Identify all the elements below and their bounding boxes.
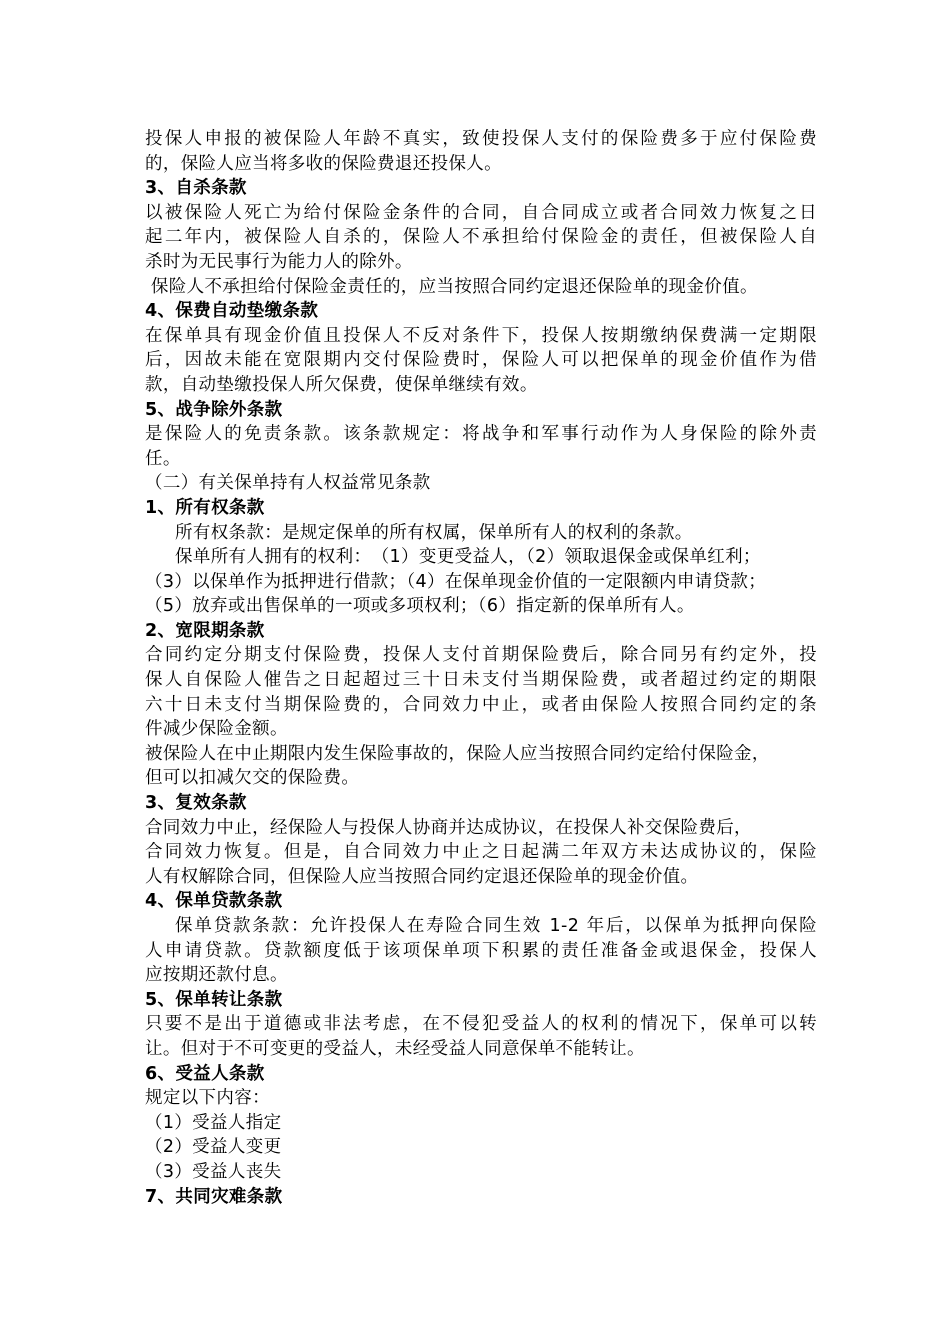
body-text-line: 起二年内，被保险人自杀的，保险人不承担给付保险金的责任，但被保险人自 xyxy=(145,227,817,248)
body-text-line: 保人自保险人催告之日起超过三十日未支付当期保险费，或者超过约定的期限 xyxy=(145,670,817,691)
body-text-line: 六十日未支付当期保险费的，合同效力中止，或者由保险人按照合同约定的条 xyxy=(145,694,817,715)
body-text-line: 只要不是出于道德或非法考虑，在不侵犯受益人的权利的情况下，保单可以转 xyxy=(145,1014,817,1035)
section-heading: 4、保费自动垫缴条款 xyxy=(145,301,319,322)
section-heading: 6、受益人条款 xyxy=(145,1063,265,1084)
list-item: （3）受益人丧失 xyxy=(145,1161,282,1182)
list-item: （2）受益人变更 xyxy=(145,1137,282,1158)
body-text-line: （5）放弃或出售保单的一项或多项权利；（6）指定新的保单所有人。 xyxy=(145,596,695,617)
section-heading: 3、复效条款 xyxy=(145,793,247,814)
body-text-line: 所有权条款：是规定保单的所有权属，保单所有人的权利的条款。 xyxy=(175,522,693,543)
section-heading: 5、保单转让条款 xyxy=(145,989,283,1010)
body-text-line: 后，因故未能在宽限期内交付保险费时，保险人可以把保单的现金价值作为借 xyxy=(145,350,817,371)
body-text-line: 合同约定分期支付保险费，投保人支付首期保险费后，除合同另有约定外，投 xyxy=(145,645,817,666)
body-text-line: 款，自动垫缴投保人所欠保费，使保单继续有效。 xyxy=(145,374,538,395)
body-text-line: 在保单具有现金价值且投保人不反对条件下，投保人按期缴纳保费满一定期限 xyxy=(145,325,817,346)
body-text-line: （3）以保单作为抵押进行借款；（4）在保单现金价值的一定限额内申请贷款； xyxy=(145,571,767,592)
body-text-line: 应按期还款付息。 xyxy=(145,965,288,986)
body-text-line: 合同效力恢复。但是，自合同效力中止之日起满二年双方未达成协议的，保险 xyxy=(145,842,817,863)
section-heading: 1、所有权条款 xyxy=(145,497,265,518)
body-text-line: 杀时为无民事行为能力人的除外。 xyxy=(145,251,413,272)
document-page xyxy=(145,127,817,1209)
body-text-line: 被保险人在中止期限内发生保险事故的，保险人应当按照合同约定给付保险金， xyxy=(145,743,770,764)
body-text-line: 保单所有人拥有的权利： （1）变更受益人，（2）领取退保金或保单红利； xyxy=(175,547,761,568)
section-heading: 3、自杀条款 xyxy=(145,178,247,199)
section-heading: 7、共同灾难条款 xyxy=(145,1186,283,1207)
section-heading: 5、战争除外条款 xyxy=(145,399,283,420)
section-heading: 2、宽限期条款 xyxy=(145,620,265,641)
body-text-line: 让。但对于不可变更的受益人，未经受益人同意保单不能转让。 xyxy=(145,1038,645,1059)
body-text-line: 保单贷款条款：允许投保人在寿险合同生效 1-2 年后，以保单为抵押向保险 xyxy=(175,916,817,936)
body-text-line: 保险人不承担给付保险金责任的，应当按照合同约定退还保险单的现金价值。 xyxy=(145,276,758,297)
body-text-line: 合同效力中止，经保险人与投保人协商并达成协议，在投保人补交保险费后， xyxy=(145,817,752,838)
subsection-heading: （二）有关保单持有人权益常见条款 xyxy=(145,473,431,494)
body-text-line: 投保人申报的被保险人年龄不真实，致使投保人支付的保险费多于应付保险费 xyxy=(145,129,817,149)
body-text-line: 任。 xyxy=(145,448,181,469)
list-item: （1）受益人指定 xyxy=(145,1112,282,1133)
body-text-line: 以被保险人死亡为给付保险金条件的合同，自合同成立或者合同效力恢复之日 xyxy=(145,202,817,223)
body-text-line: 的，保险人应当将多收的保险费退还投保人。 xyxy=(145,153,502,174)
body-text-line: 规定以下内容： xyxy=(145,1088,270,1109)
section-heading: 4、保单贷款条款 xyxy=(145,891,283,912)
body-text-line: 人有权解除合同，但保险人应当按照合同约定退还保险单的现金价值。 xyxy=(145,866,699,887)
body-text-line: 是保险人的免责条款。该条款规定：将战争和军事行动作为人身保险的除外责 xyxy=(145,424,817,445)
body-text-line: 人申请贷款。贷款额度低于该项保单项下积累的责任准备金或退保金，投保人 xyxy=(145,940,817,961)
body-text-line: 但可以扣减欠交的保险费。 xyxy=(145,768,360,789)
body-text-line: 件减少保险金额。 xyxy=(145,719,288,740)
